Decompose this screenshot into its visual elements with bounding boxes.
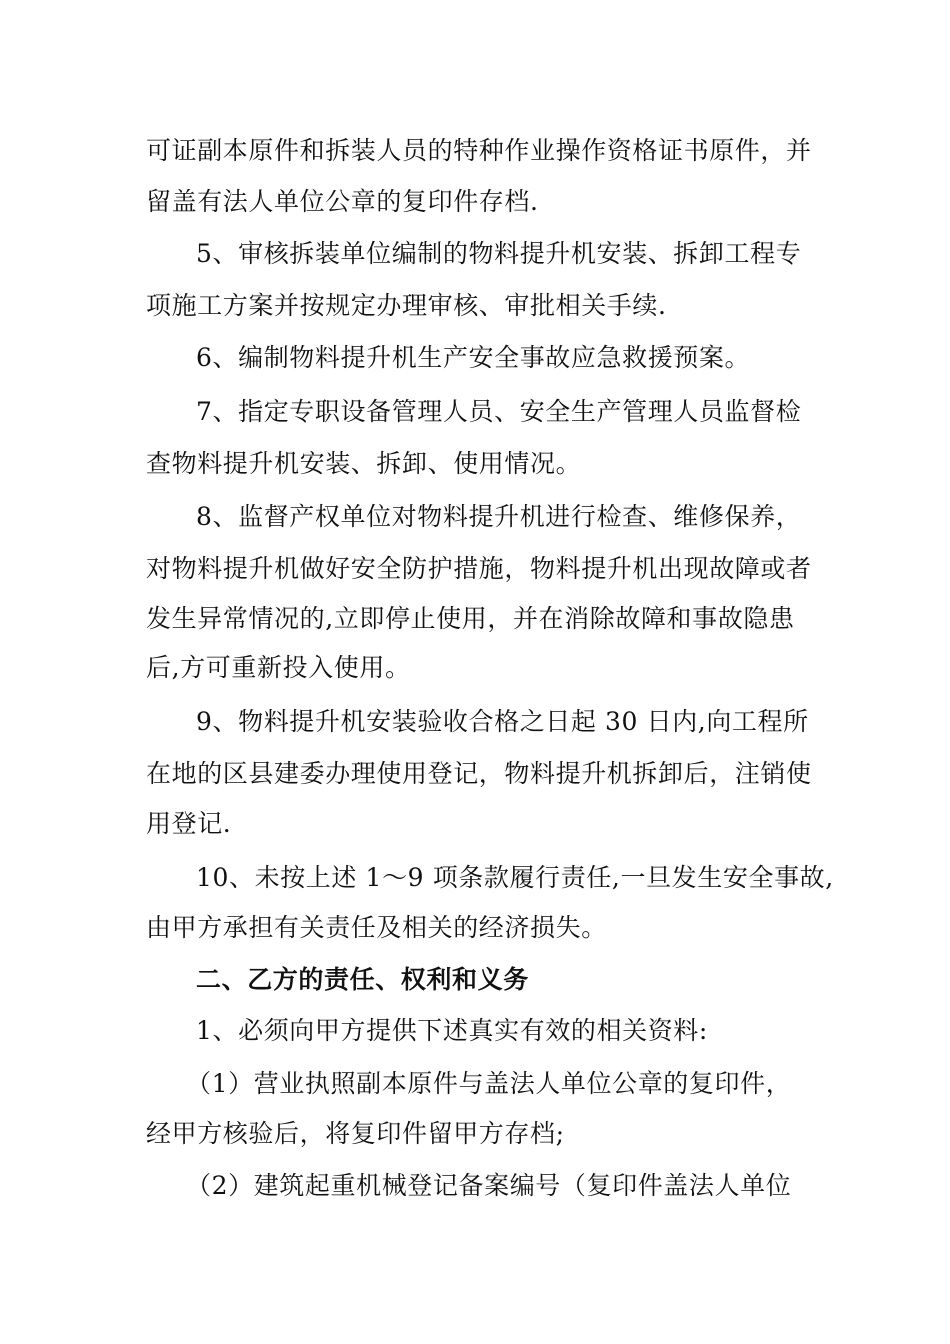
section-heading: 二、乙方的责任、权利和义务	[196, 965, 529, 994]
text-line: 用登记.	[146, 809, 232, 838]
text-line: 7、指定专职设备管理人员、安全生产管理人员监督检	[196, 397, 802, 426]
text-line: 可证副本原件和拆装人员的特种作业操作资格证书原件，并	[146, 136, 812, 165]
text-line: 经甲方核验后，将复印件留甲方存档;	[146, 1119, 565, 1148]
text-line: （1）营业执照副本原件与盖法人单位公章的复印件，	[186, 1069, 792, 1098]
text-line: 9、物料提升机安装验收合格之日起 30 日内,向工程所	[196, 707, 809, 736]
text-line: 1、必须向甲方提供下述真实有效的相关资料:	[196, 1016, 708, 1045]
text-line: 5、审核拆装单位编制的物料提升机安装、拆卸工程专	[196, 239, 802, 268]
text-line: 在地的区县建委办理使用登记，物料提升机拆卸后，注销使	[146, 759, 812, 788]
text-line: 后,方可重新投入使用。	[146, 653, 411, 682]
text-line: 留盖有法人单位公章的复印件存档.	[146, 187, 539, 216]
text-line: 8、监督产权单位对物料提升机进行检查、维修保养，	[196, 502, 802, 531]
text-line: 对物料提升机做好安全防护措施，物料提升机出现故障或者	[146, 554, 812, 583]
text-line: 由甲方承担有关责任及相关的经济损失。	[146, 913, 607, 942]
text-line: 项施工方案并按规定办理审核、审批相关手续.	[146, 291, 667, 320]
text-line: （2）建筑起重机械登记备案编号（复印件盖法人单位	[186, 1171, 792, 1200]
text-line: 6、编制物料提升机生产安全事故应急救援预案。	[196, 343, 751, 372]
text-line: 10、未按上述 1～9 项条款履行责任,一旦发生安全事故,	[196, 863, 834, 892]
text-line: 查物料提升机安装、拆卸、使用情况。	[146, 449, 582, 478]
text-line: 发生异常情况的,立即停止使用，并在消除故障和事故隐患	[146, 604, 795, 633]
